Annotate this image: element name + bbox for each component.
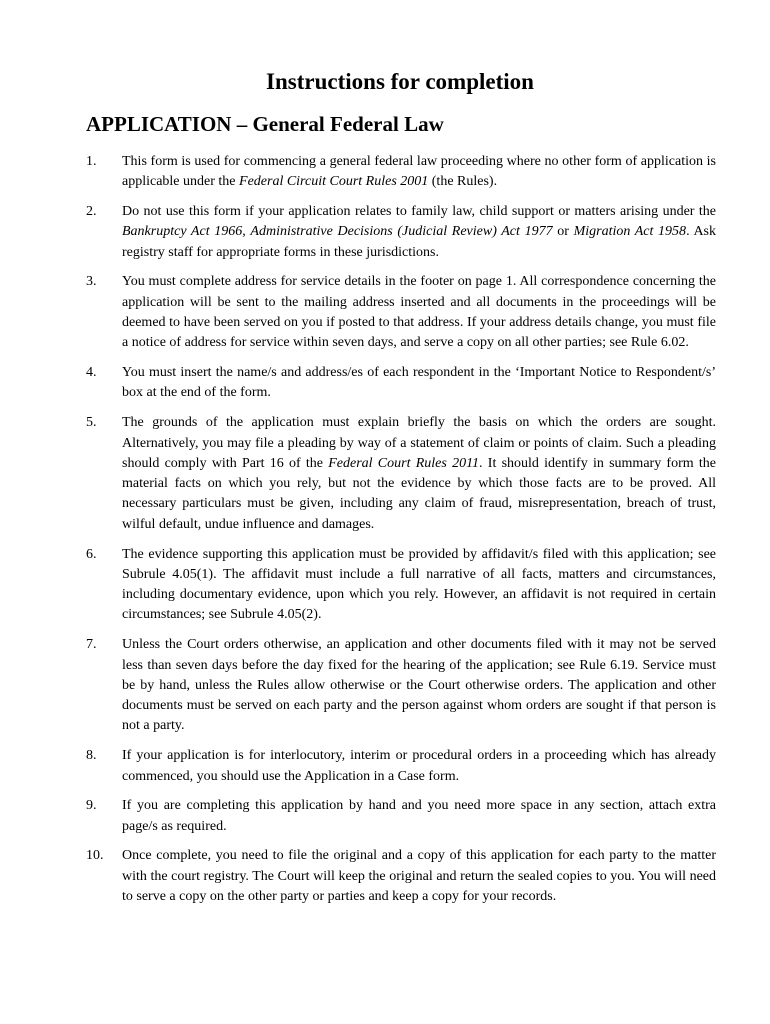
instruction-text-segment: You must insert the name/s and address/es of each respondent in the ‘Important Notice to Respondent/s’ box at the end of the form. (122, 365, 716, 401)
instruction-number: 6. (86, 546, 97, 562)
instruction-text (122, 413, 716, 535)
instruction-item (86, 413, 716, 535)
legislation-title: Federal Circuit Court Rules 2001 (239, 174, 429, 190)
instruction-text (122, 635, 716, 736)
instruction-text-segment: or (552, 224, 574, 240)
instruction-number: 2. (86, 204, 97, 220)
instruction-text-segment: The evidence supporting this application must be provided by affidavit/s filed with this application; see Subrule 4.05(1). The affidavit must include a full narrative of all facts, matters and circumstances, including documentary evidence, upon which you rely. However, an affidavit is not required in certain circumstances; see Subrule 4.05(2). (122, 546, 716, 623)
instruction-text (122, 202, 716, 263)
instruction-item (86, 363, 716, 404)
instruction-text (122, 846, 716, 907)
instruction-text-segment: Once complete, you need to file the original and a copy of this application for each party to the matter with the court registry. The Court will keep the original and return the sealed copies to you. You will need to serve a copy on the other party or parties and keep a copy for your records. (122, 848, 716, 904)
instruction-number: 1. (86, 154, 97, 169)
instruction-item (86, 796, 716, 837)
instruction-item (86, 846, 716, 907)
instruction-text-segment: (the Rules). (428, 174, 498, 190)
instruction-text (122, 363, 716, 404)
instruction-text-segment: Unless the Court orders otherwise, an application and other documents filed with it may not be served less than seven days before the day fixed for the hearing of the application; see Rule 6.19. Service must be by hand, unless the Rules allow otherwise or the Court otherwise orders. The application and other documents must be served on each party and the person against whom orders are sought if that person is not a party. (122, 637, 716, 734)
legislation-title: Federal Court Rules 2011 (328, 455, 480, 471)
instruction-item (86, 635, 716, 736)
instruction-item (86, 746, 716, 787)
legislation-title: Bankruptcy Act 1966 (122, 224, 243, 240)
instruction-number: 10. (86, 848, 104, 864)
instruction-text (122, 746, 716, 787)
instruction-text (122, 272, 716, 353)
instruction-text-segment: You must complete address for service details in the footer on page 1. All correspondence concerning the application will be sent to the mailing address inserted and all documents in the proceedings will be deemed to have been served on you if posted to that address. If your address details change, you must file a notice of address for service within seven days, and serve a copy on all other parties; see Rule 6.02. (122, 274, 716, 351)
instruction-text-segment: If your application is for interlocutory, interim or procedural orders in a proceeding which has already commenced, you should use the Application in a Case form. (122, 748, 716, 784)
instruction-text (122, 545, 716, 626)
instruction-number: 3. (86, 274, 97, 290)
instruction-text (122, 152, 716, 193)
instruction-item (86, 152, 716, 193)
form-subtitle: APPLICATION – General Federal Law (86, 112, 444, 136)
instruction-number: 5. (86, 415, 97, 431)
instruction-number: 8. (86, 748, 97, 764)
instruction-list (86, 152, 716, 917)
instruction-text-segment: . It should identify in summary form the material facts on which you rely, but not the evidence by which those facts are to be proved. All necessary particulars must be given, including any claim of fraud, misrepresentation, breach of trust, wilful default, undue influence and damages. (122, 455, 716, 532)
instruction-item (86, 272, 716, 353)
instruction-text-segment: , (242, 224, 251, 240)
instruction-text-segment: This form is used for commencing a general federal law proceeding where no other form of application is applicable under the (122, 154, 716, 190)
instruction-text (122, 796, 716, 837)
page-title: Instructions for completion (266, 69, 534, 94)
instruction-item (86, 202, 716, 263)
instruction-text-segment: If you are completing this application by hand and you need more space in any section, attach extra page/s as required. (122, 798, 716, 834)
instruction-item (86, 545, 716, 626)
legislation-title: Administrative Decisions (Judicial Review) Act 1977 (250, 224, 553, 240)
instruction-number: 7. (86, 637, 97, 653)
instruction-text-segment: Do not use this form if your application relates to family law, child support or matters arising under the (122, 204, 716, 220)
legislation-title: Migration Act 1958 (573, 224, 687, 240)
instruction-text-segment: The grounds of the application must explain briefly the basis on which the orders are sought. Alternatively, you may file a pleading by way of a statement of claim or points of claim. Such a pleading should comply with Part 16 of the (122, 415, 716, 471)
instruction-number: 9. (86, 798, 97, 814)
instruction-text-segment: . Ask registry staff for appropriate forms in these jurisdictions. (122, 224, 717, 260)
instruction-number: 4. (86, 365, 97, 381)
